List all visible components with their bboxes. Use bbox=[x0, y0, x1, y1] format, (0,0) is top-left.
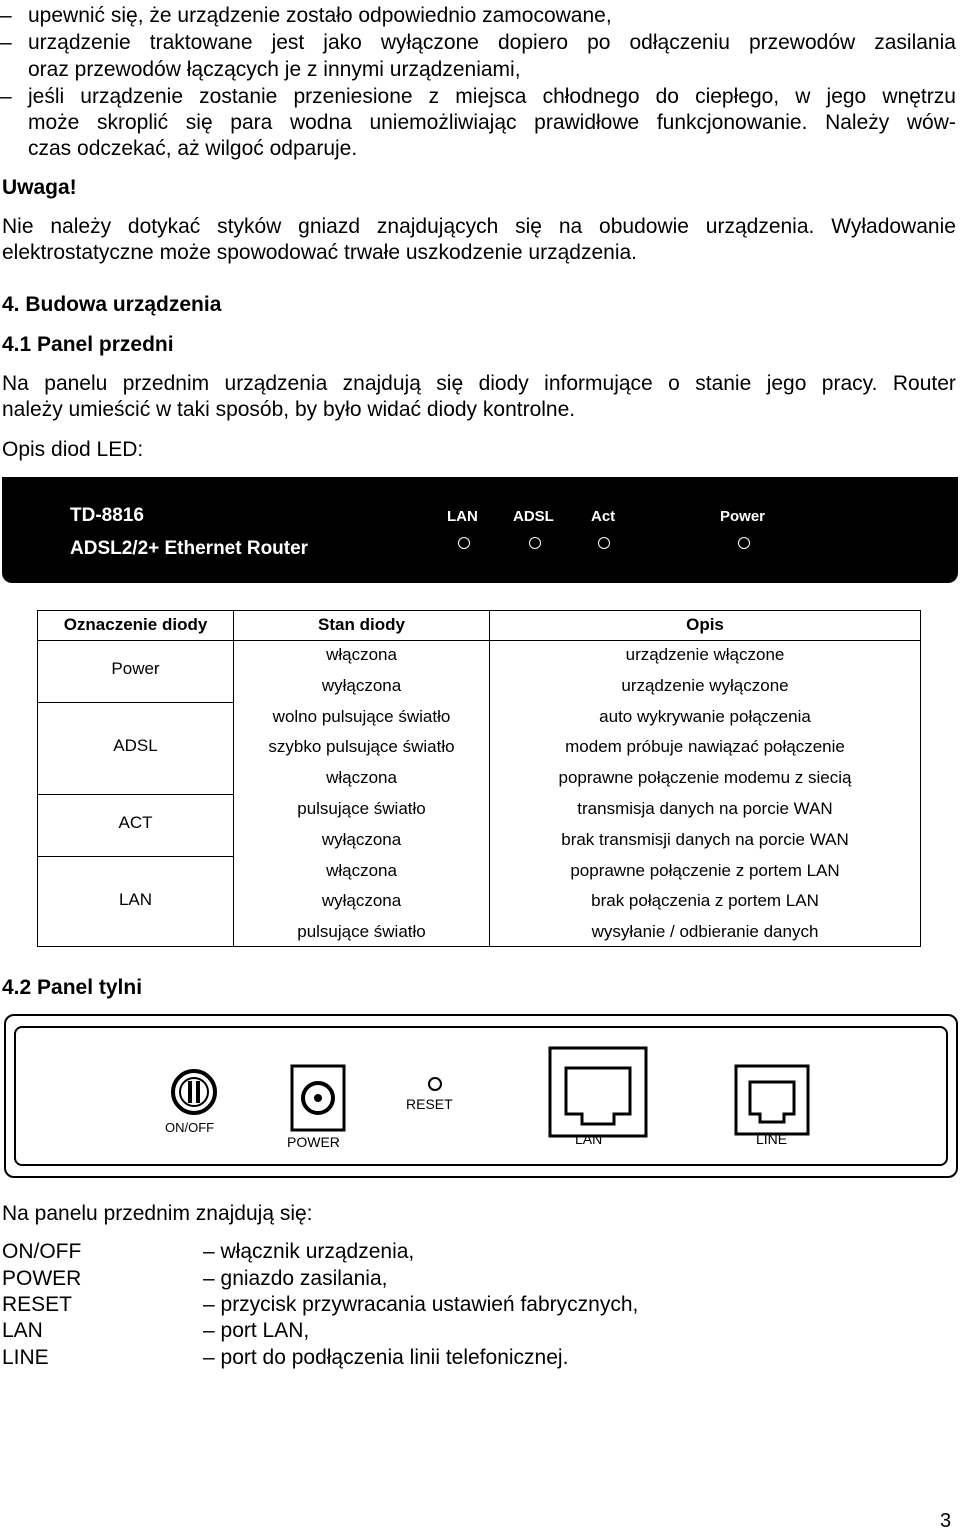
term-power: POWER bbox=[2, 1267, 82, 1290]
word: Wyładowanie bbox=[831, 215, 956, 238]
term-onoff: ON/OFF bbox=[2, 1240, 82, 1263]
header-state: Stan diody bbox=[318, 615, 405, 634]
word: przednim bbox=[122, 372, 210, 395]
table-cell-state: włączona bbox=[326, 645, 397, 664]
intro-line1 bbox=[2, 371, 956, 397]
page-number: 3 bbox=[940, 1510, 952, 1532]
table-cell-state: wyłączona bbox=[321, 676, 402, 695]
led-act-indicator bbox=[598, 537, 610, 549]
word: odłączeniu bbox=[629, 31, 730, 54]
word: wów- bbox=[906, 111, 956, 134]
table-cell-state: pulsujące światło bbox=[297, 799, 426, 818]
lan-label: LAN bbox=[575, 1131, 603, 1147]
table-cell-desc: auto wykrywanie połączenia bbox=[599, 707, 811, 726]
subsection-heading: 4.1 Panel przedni bbox=[2, 333, 174, 356]
word: urządzenia. bbox=[705, 215, 815, 238]
desc-onoff: – włącznik urządzenia, bbox=[203, 1240, 415, 1263]
product-label: ADSL2/2+ Ethernet Router bbox=[70, 538, 309, 559]
table-cell-state: wyłączona bbox=[321, 830, 402, 849]
word: Należy bbox=[825, 111, 890, 134]
word: wnętrzu bbox=[882, 85, 956, 108]
group-lan: LAN bbox=[118, 890, 153, 909]
table-cell-state: wyłączona bbox=[321, 891, 402, 910]
word: miejsca bbox=[455, 85, 527, 108]
table-cell-state: włączona bbox=[326, 861, 397, 880]
led-caption: Opis diod LED: bbox=[2, 438, 144, 461]
word: pracy. bbox=[821, 372, 878, 395]
led-label-power: Power bbox=[720, 508, 766, 525]
desc-power: – gniazdo zasilania, bbox=[203, 1267, 388, 1290]
bullet-item-3-line2 bbox=[28, 110, 956, 136]
word: zostanie bbox=[199, 85, 278, 108]
desc-reset: – przycisk przywracania ustawień fabrycznych, bbox=[203, 1293, 639, 1316]
warning-title: Uwaga! bbox=[2, 176, 77, 199]
bullet-item-1: upewnić się, że urządzenie zostało odpowiednio zamocowane, bbox=[28, 4, 612, 27]
table-cell-desc: poprawne połączenie z portem LAN bbox=[570, 861, 840, 880]
led-lan-indicator bbox=[458, 537, 470, 549]
word: się bbox=[436, 372, 464, 395]
term-lan: LAN bbox=[2, 1319, 43, 1342]
word: Nie bbox=[2, 215, 34, 238]
led-power-indicator bbox=[738, 537, 750, 549]
word: jego bbox=[826, 85, 867, 108]
word: traktowane bbox=[149, 31, 253, 54]
word: jeśli bbox=[28, 85, 65, 108]
line-port-icon bbox=[734, 1064, 810, 1136]
warning-line2: elektrostatyczne może spowodować trwałe uszkodzenie urządzenia. bbox=[2, 241, 637, 264]
table-cell-state: włączona bbox=[326, 768, 397, 787]
word: się bbox=[185, 111, 213, 134]
word: gniazd bbox=[298, 215, 361, 238]
led-label-act: Act bbox=[591, 508, 616, 525]
word: należy bbox=[50, 215, 112, 238]
word: Router bbox=[892, 372, 956, 395]
word: chłodnego bbox=[542, 85, 640, 108]
word: funkcjonowanie. bbox=[656, 111, 808, 134]
word: przeniesione bbox=[293, 85, 413, 108]
word: styków bbox=[217, 215, 282, 238]
onoff-label: ON/OFF bbox=[165, 1120, 215, 1135]
word: jego bbox=[766, 372, 807, 395]
section-heading: 4. Budowa urządzenia bbox=[2, 293, 222, 316]
word: Na bbox=[2, 372, 29, 395]
front-panel-image bbox=[2, 477, 958, 583]
table-cell-desc: brak transmisji danych na porcie WAN bbox=[561, 830, 849, 849]
word: ciepłego, bbox=[695, 85, 780, 108]
bullet-dash: – bbox=[0, 4, 12, 27]
word: na bbox=[558, 215, 583, 238]
word: urządzenie bbox=[28, 31, 131, 54]
back-desc-intro: Na panelu przednim znajdują się: bbox=[2, 1202, 313, 1225]
term-line: LINE bbox=[2, 1346, 49, 1369]
group-act: ACT bbox=[118, 813, 153, 832]
desc-lan: – port LAN, bbox=[203, 1319, 310, 1342]
power-label: POWER bbox=[287, 1134, 340, 1150]
word: urządzenia bbox=[224, 372, 328, 395]
reset-label: RESET bbox=[406, 1096, 453, 1112]
word: wyłączone bbox=[380, 31, 479, 54]
bullet-item-3-line1 bbox=[28, 84, 956, 110]
intro-line2: należy umieścić w taki sposób, by było widać diody kontrolne. bbox=[2, 398, 576, 421]
bullet-dash: – bbox=[0, 31, 12, 54]
led-adsl-indicator bbox=[529, 537, 541, 549]
warning-line1 bbox=[2, 214, 956, 240]
table-cell-desc: wysyłanie / odbieranie danych bbox=[591, 922, 819, 941]
table-cell-desc: modem próbuje nawiązać połączenie bbox=[565, 737, 845, 756]
word: informujące bbox=[544, 372, 653, 395]
group-adsl: ADSL bbox=[113, 736, 158, 755]
back-panel-image bbox=[4, 1014, 958, 1178]
term-reset: RESET bbox=[2, 1293, 73, 1316]
led-label-adsl: ADSL bbox=[513, 508, 554, 525]
word: para bbox=[230, 111, 273, 134]
table-cell-desc: transmisja danych na porcie WAN bbox=[577, 799, 833, 818]
word: diody bbox=[478, 372, 529, 395]
desc-line: – port do podłączenia linii telefonicznej. bbox=[203, 1346, 569, 1369]
model-label: TD-8816 bbox=[70, 505, 144, 526]
group-power: Power bbox=[111, 659, 160, 678]
bullet-item-3-line3: czas odczekać, aż wilgoć odparuje. bbox=[28, 137, 358, 160]
table-cell-desc: brak połączenia z portem LAN bbox=[591, 891, 819, 910]
reset-button-icon bbox=[427, 1076, 443, 1092]
word: z bbox=[428, 85, 440, 108]
table-cell-state: wolno pulsujące światło bbox=[272, 707, 451, 726]
bullet-item-2-line1 bbox=[28, 30, 956, 56]
line-label: LINE bbox=[756, 1131, 788, 1147]
led-label-lan: LAN bbox=[447, 508, 478, 525]
table-cell-desc: urządzenie włączone bbox=[625, 645, 785, 664]
bullet-dash: – bbox=[0, 85, 12, 108]
power-socket-icon bbox=[290, 1064, 346, 1132]
power-switch-icon bbox=[170, 1068, 218, 1116]
led-table bbox=[37, 610, 921, 947]
word: obudowie bbox=[599, 215, 689, 238]
word: dotykać bbox=[127, 215, 201, 238]
word: może bbox=[28, 111, 80, 134]
lan-port-icon bbox=[548, 1046, 648, 1138]
word: przewodów bbox=[748, 31, 856, 54]
word: prawidłowe bbox=[534, 111, 640, 134]
word: urządzenie bbox=[80, 85, 184, 108]
word: jest bbox=[271, 31, 305, 54]
word: dopiero bbox=[497, 31, 569, 54]
word: o bbox=[668, 372, 680, 395]
word: uniemożliwiając bbox=[369, 111, 517, 134]
bullet-item-2-line2: oraz przewodów łączących je z innymi urządzeniami, bbox=[28, 58, 521, 81]
subsection-heading-back: 4.2 Panel tylni bbox=[2, 976, 143, 999]
word: do bbox=[655, 85, 679, 108]
word: stanie bbox=[695, 372, 752, 395]
word: zasilania bbox=[874, 31, 956, 54]
word: w bbox=[795, 85, 811, 108]
table-cell-desc: poprawne połączenie modemu z siecią bbox=[558, 768, 852, 787]
word: skroplić bbox=[96, 111, 169, 134]
word: jako bbox=[323, 31, 362, 54]
table-cell-state: szybko pulsujące światło bbox=[268, 737, 455, 756]
header-led: Oznaczenie diody bbox=[63, 615, 208, 634]
word: po bbox=[587, 31, 611, 54]
header-desc: Opis bbox=[686, 615, 724, 634]
word: panelu bbox=[44, 372, 108, 395]
word: znajdują bbox=[342, 372, 421, 395]
word: wodna bbox=[289, 111, 352, 134]
table-cell-state: pulsujące światło bbox=[297, 922, 426, 941]
table-cell-desc: urządzenie wyłączone bbox=[621, 676, 789, 695]
word: się bbox=[515, 215, 542, 238]
word: znajdujących bbox=[376, 215, 499, 238]
